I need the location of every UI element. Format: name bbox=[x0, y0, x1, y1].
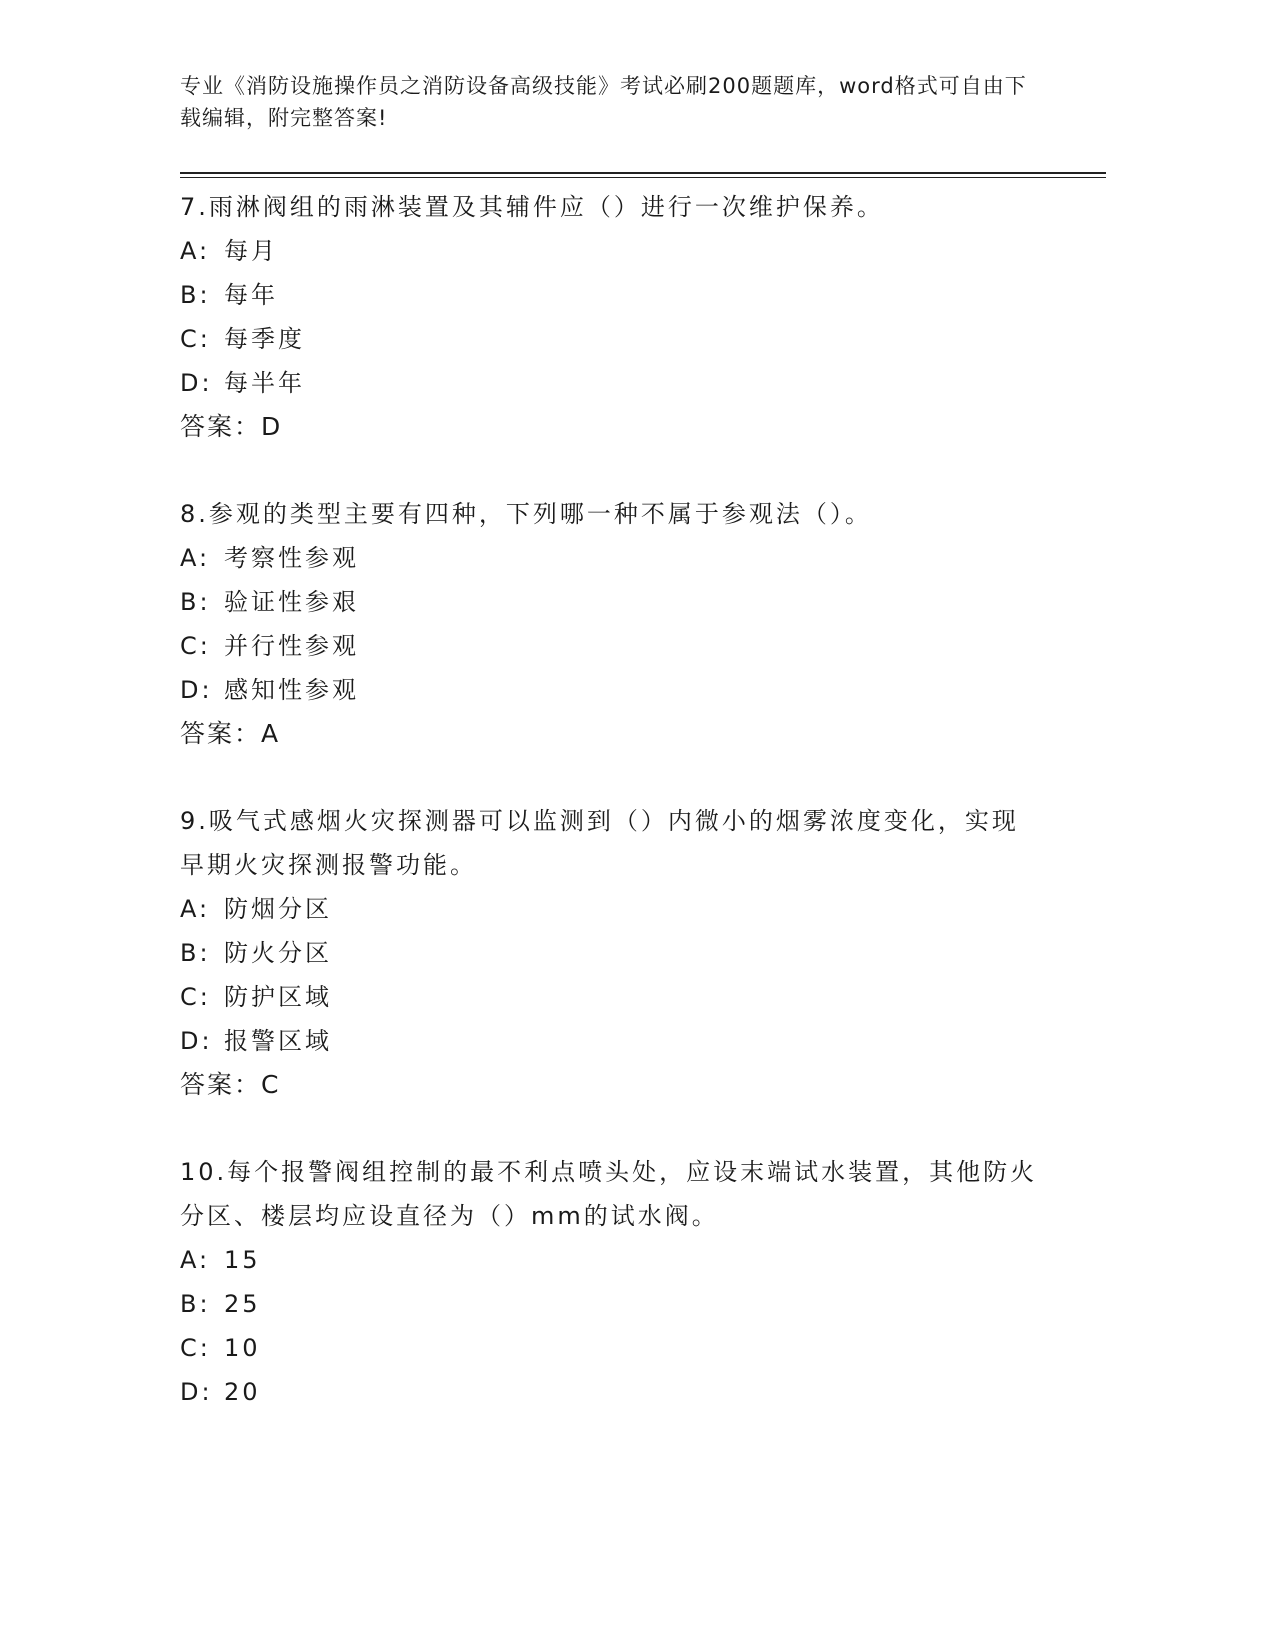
option-a bbox=[180, 229, 1110, 273]
option-text: 每半年 bbox=[224, 369, 305, 397]
option-text: 防火分区 bbox=[224, 939, 332, 967]
document-page bbox=[180, 70, 1110, 1414]
option-b bbox=[180, 580, 1110, 624]
question-stem: 7.雨淋阀组的雨淋装置及其辅件应（）进行一次维护保养。 bbox=[180, 193, 884, 221]
option-d bbox=[180, 1019, 1110, 1063]
question-9 bbox=[180, 799, 1110, 1107]
option-a bbox=[180, 887, 1110, 931]
option-c bbox=[180, 1326, 1110, 1370]
question-8 bbox=[180, 492, 1110, 756]
option-letter: B: bbox=[180, 281, 211, 309]
answer-line: 答案：A bbox=[180, 719, 281, 748]
option-text: 25 bbox=[224, 1290, 261, 1318]
option-letter: B: bbox=[180, 939, 211, 967]
option-a bbox=[180, 1238, 1110, 1282]
question-stem: 9.吸气式感烟火灾探测器可以监测到（）内微小的烟雾浓度变化，实现早期火灾探测报警功能。 bbox=[180, 807, 1019, 879]
option-letter: C: bbox=[180, 325, 211, 353]
option-c bbox=[180, 975, 1110, 1019]
option-c bbox=[180, 317, 1110, 361]
question-stem: 8.参观的类型主要有四种，下列哪一种不属于参观法（）。 bbox=[180, 500, 872, 528]
option-d bbox=[180, 1370, 1110, 1414]
option-text: 20 bbox=[224, 1378, 261, 1406]
option-text: 防烟分区 bbox=[224, 895, 332, 923]
question-7 bbox=[180, 185, 1110, 449]
option-text: 报警区域 bbox=[224, 1027, 332, 1055]
option-letter: B: bbox=[180, 588, 211, 616]
header-divider bbox=[180, 172, 1106, 178]
option-text: 验证性参艰 bbox=[224, 588, 359, 616]
option-b bbox=[180, 1282, 1110, 1326]
option-text: 每月 bbox=[224, 237, 278, 265]
option-text: 10 bbox=[224, 1334, 261, 1362]
option-d bbox=[180, 361, 1110, 405]
document-header: 专业《消防设施操作员之消防设备高级技能》考试必刷200题题库，word格式可自由下载编辑，附完整答案! bbox=[180, 74, 1027, 130]
option-text: 防护区域 bbox=[224, 983, 332, 1011]
option-letter: A: bbox=[180, 895, 211, 923]
option-text: 每季度 bbox=[224, 325, 305, 353]
option-letter: D: bbox=[180, 1378, 213, 1406]
option-d bbox=[180, 668, 1110, 712]
question-10 bbox=[180, 1150, 1110, 1414]
option-letter: A: bbox=[180, 237, 211, 265]
answer-line: 答案：C bbox=[180, 1070, 281, 1099]
option-letter: B: bbox=[180, 1290, 211, 1318]
option-c bbox=[180, 624, 1110, 668]
question-stem: 10.每个报警阀组控制的最不利点喷头处，应设末端试水装置，其他防火分区、楼层均应设直径为（）mm的试水阀。 bbox=[180, 1158, 1038, 1230]
option-letter: A: bbox=[180, 1246, 211, 1274]
option-text: 考察性参观 bbox=[224, 544, 359, 572]
option-letter: D: bbox=[180, 369, 213, 397]
option-a bbox=[180, 536, 1110, 580]
option-text: 15 bbox=[224, 1246, 261, 1274]
option-text: 并行性参观 bbox=[224, 632, 359, 660]
option-text: 每年 bbox=[224, 281, 278, 309]
option-letter: C: bbox=[180, 632, 211, 660]
option-b bbox=[180, 931, 1110, 975]
option-text: 感知性参观 bbox=[224, 676, 359, 704]
option-letter: D: bbox=[180, 676, 213, 704]
option-letter: C: bbox=[180, 983, 211, 1011]
option-letter: D: bbox=[180, 1027, 213, 1055]
answer-line: 答案：D bbox=[180, 412, 283, 441]
option-letter: A: bbox=[180, 544, 211, 572]
option-letter: C: bbox=[180, 1334, 211, 1362]
option-b bbox=[180, 273, 1110, 317]
